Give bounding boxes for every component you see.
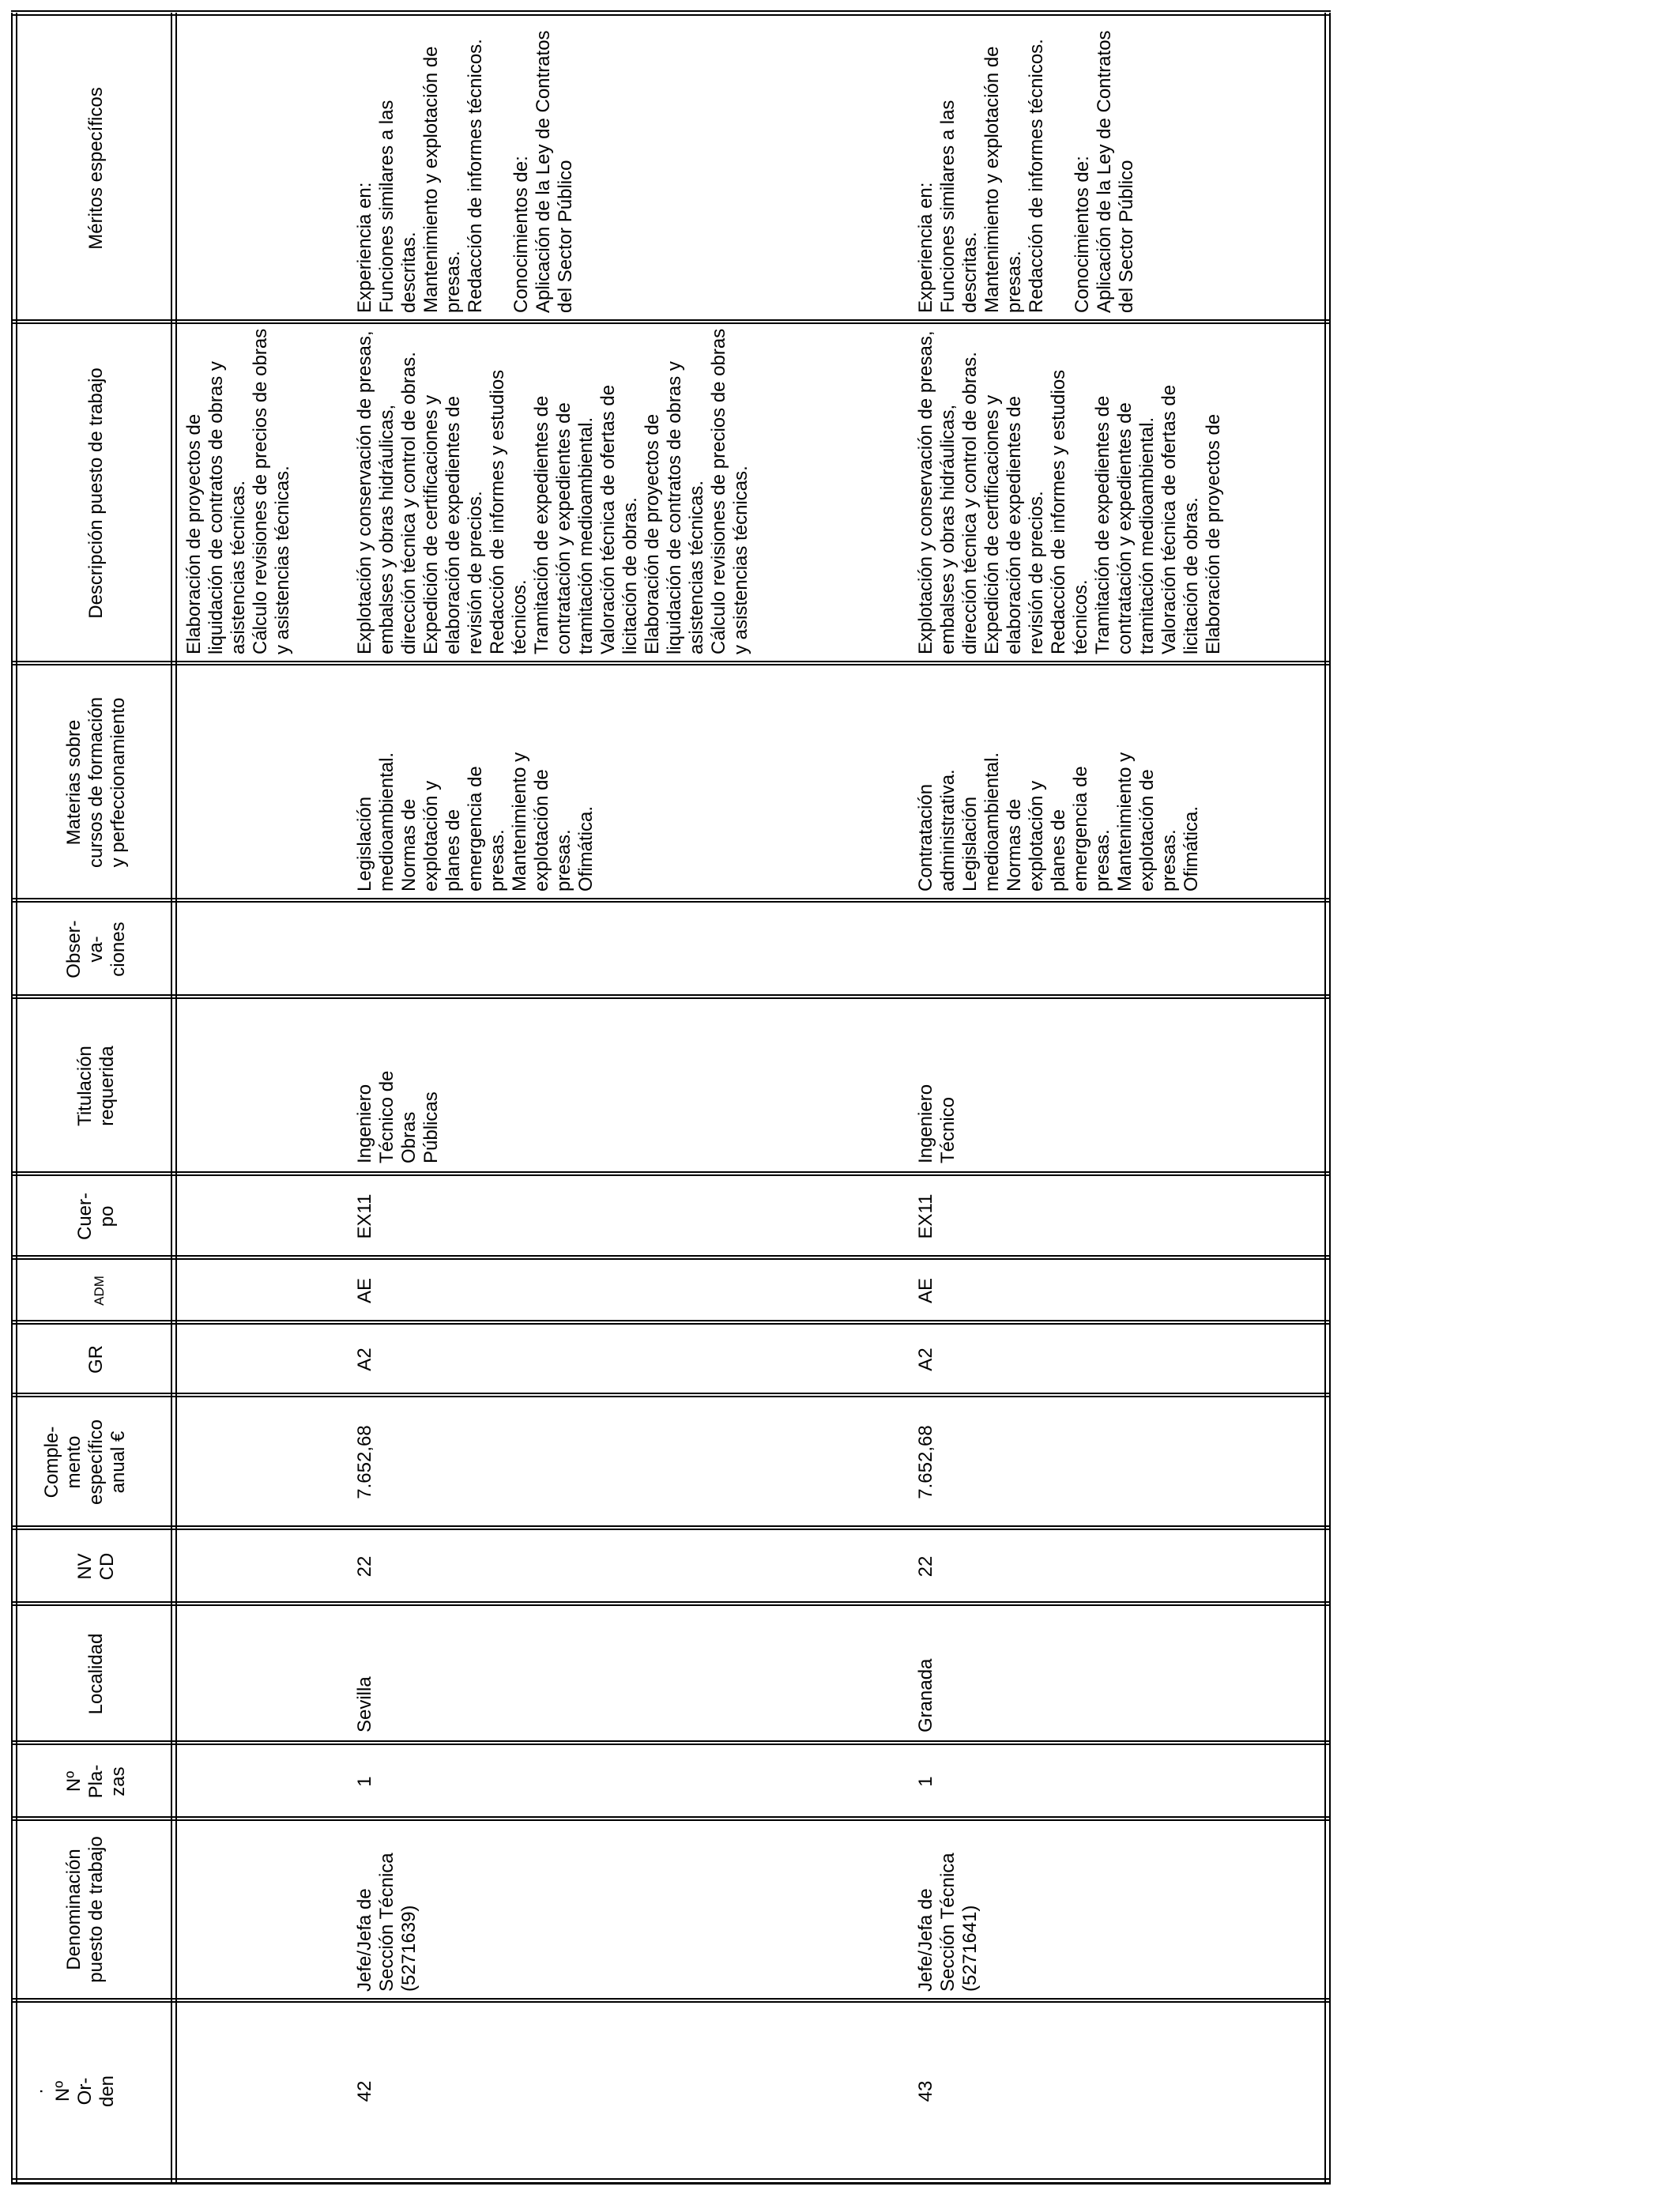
header-denominacion: Denominación puesto de trabajo bbox=[63, 1836, 107, 1983]
row-42-desc-item: Redacción de informes y estudios técnicos. bbox=[487, 369, 530, 654]
header-complemento-l3: específico bbox=[85, 1419, 107, 1506]
header-cuerpo bbox=[74, 1178, 119, 1255]
header-meritos: Méritos específicos bbox=[85, 87, 107, 250]
row-42-orden: 42 bbox=[354, 2080, 375, 2102]
row-43-materia-item: Normas de explotación y planes de emergencia de presas. bbox=[1004, 766, 1113, 892]
col-divider bbox=[11, 997, 1331, 999]
col-divider bbox=[11, 1171, 1331, 1173]
header-cuerpo-l1: Cuer- bbox=[74, 1193, 96, 1241]
table-border-left-inner bbox=[11, 2178, 1331, 2180]
header-materias bbox=[63, 667, 130, 898]
row-42-meritos-con-item: Aplicación de la Ley de Contratos del Sector Público bbox=[533, 30, 576, 313]
row-42-meritos-exp-item: Redacción de informes técnicos. bbox=[465, 39, 486, 313]
row-42-desc-item: Cálculo revisiones de precios de obras y asistencias técnicas. bbox=[708, 328, 751, 654]
row-42-nv-cd: 22 bbox=[354, 1555, 375, 1578]
col-divider bbox=[11, 994, 1331, 996]
row-42-meritos-exp-item: Mantenimiento y explotación de presas. bbox=[420, 46, 464, 313]
row-43-adm: AE bbox=[915, 1278, 936, 1304]
header-num-orden-den: den bbox=[96, 2075, 118, 2108]
row-43-materia-item: Contratación administrativa. bbox=[915, 769, 959, 892]
header-plazas-l2: Pla- bbox=[85, 1764, 107, 1799]
header-nv-cd bbox=[74, 1532, 119, 1601]
header-titulacion-l2: requerida bbox=[96, 1046, 118, 1126]
col-divider bbox=[11, 1601, 1331, 1603]
header-num-orden bbox=[30, 2004, 119, 2178]
row-43-meritos-con-item: Aplicación de la Ley de Contratos del Sector Público bbox=[1094, 30, 1137, 313]
row-42-adm: AE bbox=[354, 1278, 375, 1304]
row-43-orden: 43 bbox=[915, 2080, 936, 2102]
col-divider bbox=[11, 2001, 1331, 2003]
header-complemento bbox=[41, 1399, 130, 1525]
row-42-descripcion bbox=[354, 327, 752, 654]
row-42-plazas: 1 bbox=[354, 1776, 375, 1787]
continuation-descripcion bbox=[183, 327, 294, 654]
header-complemento-l2: mento bbox=[63, 1435, 85, 1489]
row-43-meritos-exp-item: Funciones similares a las descritas. bbox=[937, 100, 981, 313]
row-42-desc-item: Explotación y conservación de presas, embalses y obras hidráulicas, dirección técnica y control de obras. bbox=[354, 330, 420, 654]
row-43-desc-item: Tramitación de expedientes de contratación y expedientes de tramitación medioambiental. bbox=[1092, 395, 1158, 654]
header-nv: NV bbox=[74, 1553, 96, 1580]
row-42-localidad: Sevilla bbox=[354, 1676, 375, 1732]
header-num-orden-dot: · bbox=[30, 2088, 51, 2094]
header-observaciones bbox=[63, 904, 130, 994]
row-43-desc-item: Redacción de informes y estudios técnicos. bbox=[1048, 369, 1091, 654]
row-43-meritos-exp-title: Experiencia en: bbox=[915, 182, 936, 313]
header-observaciones-l3: ciones bbox=[107, 922, 129, 977]
header-num-orden-n: Nº bbox=[52, 2080, 73, 2102]
row-42-meritos bbox=[354, 19, 577, 313]
row-42-materia-item: Normas de explotación y planes de emergencia de presas. bbox=[398, 766, 508, 892]
row-43-meritos-con-title: Conocimientos de: bbox=[1072, 156, 1093, 313]
row-43-meritos-spacer bbox=[1048, 19, 1072, 313]
col-divider bbox=[11, 1396, 1331, 1397]
col-divider bbox=[11, 1998, 1331, 2000]
col-divider bbox=[11, 1744, 1331, 1745]
col-divider bbox=[11, 1529, 1331, 1530]
row-42-meritos-spacer bbox=[487, 19, 510, 313]
row-43-denominacion: Jefe/Jefa de Sección Técnica (5271641) bbox=[915, 1853, 981, 1992]
header-plazas-l3: zas bbox=[107, 1766, 129, 1796]
row-43-meritos-exp-item: Mantenimiento y explotación de presas. bbox=[981, 46, 1025, 313]
table-border-left bbox=[11, 2182, 1331, 2185]
row-42-desc-item: Elaboración de proyectos de liquidación de contratos de obras y asistencias técnicas. bbox=[642, 361, 707, 654]
table-border-top bbox=[11, 13, 13, 2185]
table-border-right bbox=[11, 14, 1331, 16]
col-divider bbox=[11, 1258, 1331, 1260]
row-43-desc-item: Expedición de certificaciones y elaboración de expedientes de revisión de precios. bbox=[981, 394, 1047, 654]
row-43-desc-item: Valoración técnica de ofertas de licitación de obras. bbox=[1158, 384, 1202, 654]
row-43-materia-item: Ofimática. bbox=[1181, 805, 1202, 892]
header-materias-l1: Materias sobre bbox=[63, 719, 85, 846]
col-divider bbox=[11, 901, 1331, 903]
row-42-meritos-exp-item: Funciones similares a las descritas. bbox=[376, 100, 420, 313]
row-42-desc-item: Expedición de certificaciones y elaboración de expedientes de revisión de precios. bbox=[420, 394, 486, 654]
header-descripcion: Descripción puesto de trabajo bbox=[85, 368, 107, 619]
row-42-cuerpo: EX11 bbox=[354, 1193, 375, 1239]
header-num-orden-or: Or- bbox=[74, 2077, 96, 2105]
header-titulacion bbox=[74, 1001, 119, 1171]
col-divider bbox=[11, 1819, 1331, 1821]
row-42-materia-item: Mantenimiento y explotación de presas. bbox=[509, 752, 574, 892]
row-42-materia-item: Legislación medioambiental. bbox=[354, 752, 397, 892]
row-43-materia-item: Mantenimiento y explotación de presas. bbox=[1114, 752, 1180, 892]
row-42-complemento: 7.652,68 bbox=[354, 1425, 375, 1499]
header-adm: ADM bbox=[92, 1276, 107, 1306]
row-42-denominacion: Jefe/Jefa de Sección Técnica (5271639) bbox=[354, 1853, 420, 1992]
row-43-gr: A2 bbox=[915, 1348, 936, 1371]
header-cd: CD bbox=[96, 1552, 118, 1581]
col-divider bbox=[11, 1174, 1331, 1176]
row-43-cuerpo: EX11 bbox=[915, 1193, 936, 1239]
col-divider bbox=[11, 322, 1331, 324]
table-border-bottom bbox=[1324, 13, 1326, 2185]
row-43-materias bbox=[915, 741, 1203, 892]
col-divider bbox=[11, 1740, 1331, 1742]
header-divider bbox=[175, 13, 177, 2185]
header-materias-l3: y perfeccionamiento bbox=[107, 697, 129, 868]
row-43-materia-item: Legislación medioambiental. bbox=[959, 752, 1003, 892]
row-42-meritos-exp-title: Experiencia en: bbox=[354, 182, 375, 313]
row-43-meritos-exp-item: Redacción de informes técnicos. bbox=[1026, 39, 1047, 313]
header-complemento-l1: Comple- bbox=[41, 1426, 62, 1498]
header-materias-l2: cursos de formación bbox=[85, 696, 107, 869]
header-observaciones-l2: va- bbox=[85, 936, 107, 963]
row-42-gr: A2 bbox=[354, 1348, 375, 1371]
table-border-bottom-outer bbox=[1329, 13, 1331, 2185]
header-plazas bbox=[63, 1747, 130, 1816]
row-43-desc-item: Elaboración de proyectos de bbox=[1203, 413, 1224, 654]
row-42-titulacion: Ingeniero Técnico de Obras Públicas bbox=[354, 1070, 442, 1163]
row-42-meritos-con-title: Conocimientos de: bbox=[510, 156, 532, 313]
row-43-desc-item: Explotación y conservación de presas, embalses y obras hidráulicas, dirección técnica y control de obras. bbox=[915, 330, 981, 654]
header-gr: GR bbox=[85, 1345, 107, 1374]
col-divider bbox=[11, 319, 1331, 321]
row-42-materia-item: Ofimática. bbox=[575, 805, 597, 892]
col-divider bbox=[11, 1604, 1331, 1606]
col-divider bbox=[11, 1323, 1331, 1325]
row-43-complemento: 7.652,68 bbox=[915, 1425, 936, 1499]
col-divider bbox=[11, 1816, 1331, 1818]
col-divider bbox=[11, 1255, 1331, 1257]
col-divider bbox=[11, 661, 1331, 662]
col-divider bbox=[11, 1525, 1331, 1527]
row-42-materias bbox=[354, 741, 597, 892]
row-43-nv-cd: 22 bbox=[915, 1555, 936, 1578]
header-complemento-l4: anual € bbox=[107, 1431, 129, 1494]
row-43-descripcion bbox=[915, 327, 1225, 654]
row-43-meritos bbox=[915, 19, 1138, 313]
row-42-desc-item: Tramitación de expedientes de contratación y expedientes de tramitación medioambiental. bbox=[531, 395, 597, 654]
continuation-desc-item: Cálculo revisiones de precios de obras y asistencias técnicas. bbox=[250, 328, 293, 654]
table-border-top-inner bbox=[16, 13, 17, 2185]
row-43-localidad: Granada bbox=[915, 1658, 936, 1732]
col-divider bbox=[11, 1393, 1331, 1394]
header-titulacion-l1: Titulación bbox=[74, 1046, 96, 1126]
header-observaciones-l1: Obser- bbox=[63, 920, 85, 978]
continuation-desc-item: Elaboración de proyectos de liquidación de contratos de obras y asistencias técnicas. bbox=[183, 361, 249, 654]
row-42-desc-item: Valoración técnica de ofertas de licitación de obras. bbox=[597, 384, 641, 654]
col-divider bbox=[11, 1320, 1331, 1321]
header-divider bbox=[171, 13, 172, 2185]
table-border-right-outer bbox=[11, 10, 1331, 12]
header-plazas-l1: Nº bbox=[63, 1770, 85, 1793]
col-divider bbox=[11, 898, 1331, 899]
row-43-titulacion: Ingeniero Técnico bbox=[915, 1084, 959, 1163]
header-localidad: Localidad bbox=[85, 1633, 107, 1715]
row-43-plazas: 1 bbox=[915, 1776, 936, 1787]
col-divider bbox=[11, 664, 1331, 665]
header-cuerpo-l2: po bbox=[96, 1205, 118, 1227]
